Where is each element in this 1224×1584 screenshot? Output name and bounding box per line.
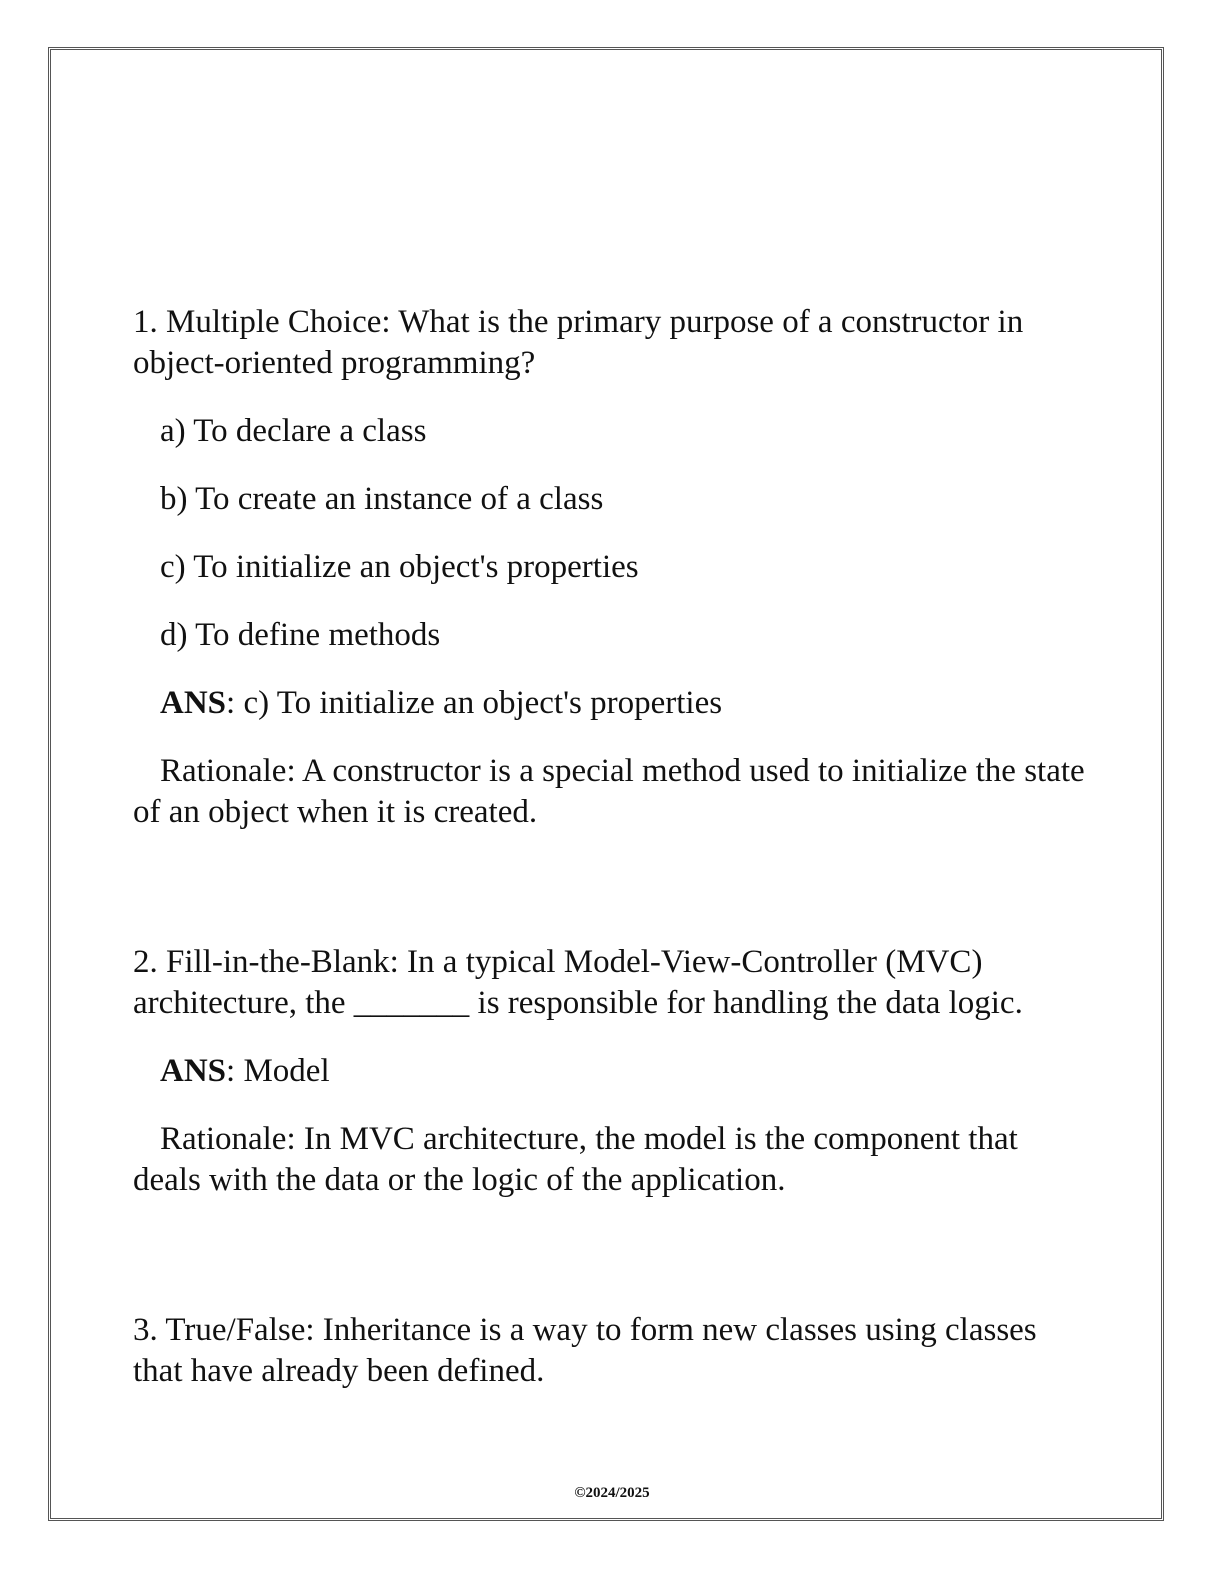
question-1-answer bbox=[133, 683, 1093, 724]
question-3 bbox=[133, 1310, 1093, 1392]
answer-label: ANS bbox=[160, 685, 227, 721]
question-1-option-a: a) To declare a class bbox=[160, 413, 427, 449]
question-2-answer bbox=[133, 1051, 1093, 1092]
document-body bbox=[133, 302, 1093, 1392]
copyright-footer: ©2024/2025 bbox=[574, 1485, 650, 1501]
question-1 bbox=[133, 302, 1093, 833]
question-1-stem: 1. Multiple Choice: What is the primary purpose of a constructor in object-oriented programming? bbox=[133, 304, 1024, 381]
question-2 bbox=[133, 942, 1093, 1201]
question-1-option-d: d) To define methods bbox=[160, 617, 441, 653]
question-1-option-b: b) To create an instance of a class bbox=[160, 481, 604, 517]
question-3-stem: 3. True/False: Inheritance is a way to form new classes using classes that have already been defined. bbox=[133, 1312, 1037, 1389]
answer-text: : Model bbox=[226, 1053, 330, 1089]
question-2-rationale: Rationale: In MVC architecture, the model is the component that deals with the data or the logic of the application. bbox=[133, 1121, 1018, 1198]
answer-label: ANS bbox=[160, 1053, 227, 1089]
question-2-stem: 2. Fill-in-the-Blank: In a typical Model-View-Controller (MVC) architecture, the _______ is responsible for handling the data logic. bbox=[133, 944, 1023, 1021]
question-1-rationale: Rationale: A constructor is a special method used to initialize the state of an object when it is created. bbox=[133, 753, 1085, 830]
question-1-option-c: c) To initialize an object's properties bbox=[160, 549, 639, 585]
answer-text: : c) To initialize an object's properties bbox=[226, 685, 723, 721]
